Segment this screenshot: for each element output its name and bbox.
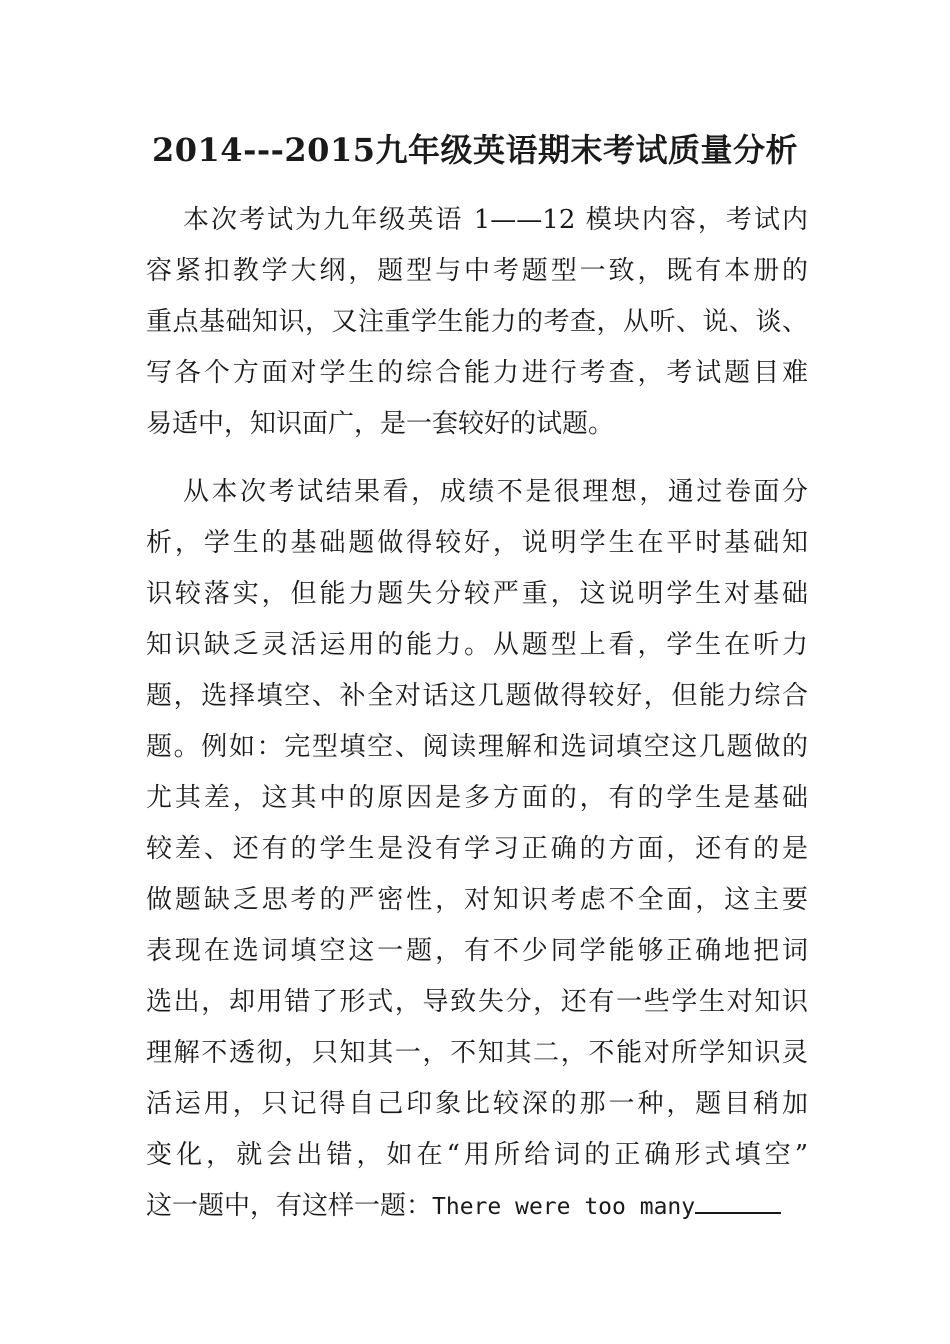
paragraph-line: 题，选择填空、补全对话这几题做得较好，但能力综合 xyxy=(146,681,808,711)
paragraph-line: 选出，却用错了形式，导致失分，还有一些学生对知识 xyxy=(146,987,808,1017)
paragraph-line: 知识缺乏灵活运用的能力。从题型上看，学生在听力 xyxy=(146,630,808,660)
document-title: 2014---2015九年级英语期末考试质量分析 xyxy=(152,131,798,169)
paragraph-line: 重点基础知识，又注重学生能力的考查，从听、说、谈、 xyxy=(146,307,808,337)
paragraph-line: 识较落实，但能力题失分较严重，这说明学生对基础 xyxy=(146,579,808,609)
paragraph-line: 本次考试为九年级英语 1——12 模块内容，考试内 xyxy=(183,205,808,235)
paragraph-line: 活运用，只记得自己印象比较深的那一种，题目稍加 xyxy=(146,1089,808,1119)
paragraph-line: 做题缺乏思考的严密性，对知识考虑不全面，这主要 xyxy=(146,885,808,915)
paragraph-2 xyxy=(146,467,808,1232)
paragraph-line: 表现在选词填空这一题，有不少同学能够正确地把词 xyxy=(146,936,808,966)
paragraph-line: 从本次考试结果看，成绩不是很理想，通过卷面分 xyxy=(183,477,808,507)
last-line-chinese: 这一题中，有这样一题： xyxy=(146,1191,433,1221)
paragraph-1 xyxy=(146,195,808,450)
paragraph-line: 尤其差，这其中的原因是多方面的，有的学生是基础 xyxy=(146,783,808,813)
paragraph-line: 变化，就会出错，如在“用所给词的正确形式填空” xyxy=(146,1140,808,1170)
paragraph-line: 写各个方面对学生的综合能力进行考查，考试题目难 xyxy=(146,358,808,388)
paragraph-line: 较差、还有的学生是没有学习正确的方面，还有的是 xyxy=(146,834,808,864)
paragraph-last-line xyxy=(146,1181,808,1232)
paragraph-line: 析，学生的基础题做得较好，说明学生在平时基础知 xyxy=(146,528,808,558)
answer-blank xyxy=(695,1182,781,1214)
paragraph-line: 题。例如：完型填空、阅读理解和选词填空这几题做的 xyxy=(146,732,808,762)
paragraph-line: 理解不透彻，只知其一，不知其二，不能对所学知识灵 xyxy=(146,1038,808,1068)
last-line-english: There were too many xyxy=(432,1194,696,1220)
paragraph-line: 易适中，知识面广，是一套较好的试题。 xyxy=(146,409,615,439)
paragraph-line: 容紧扣教学大纲，题型与中考题型一致，既有本册的 xyxy=(146,256,808,286)
